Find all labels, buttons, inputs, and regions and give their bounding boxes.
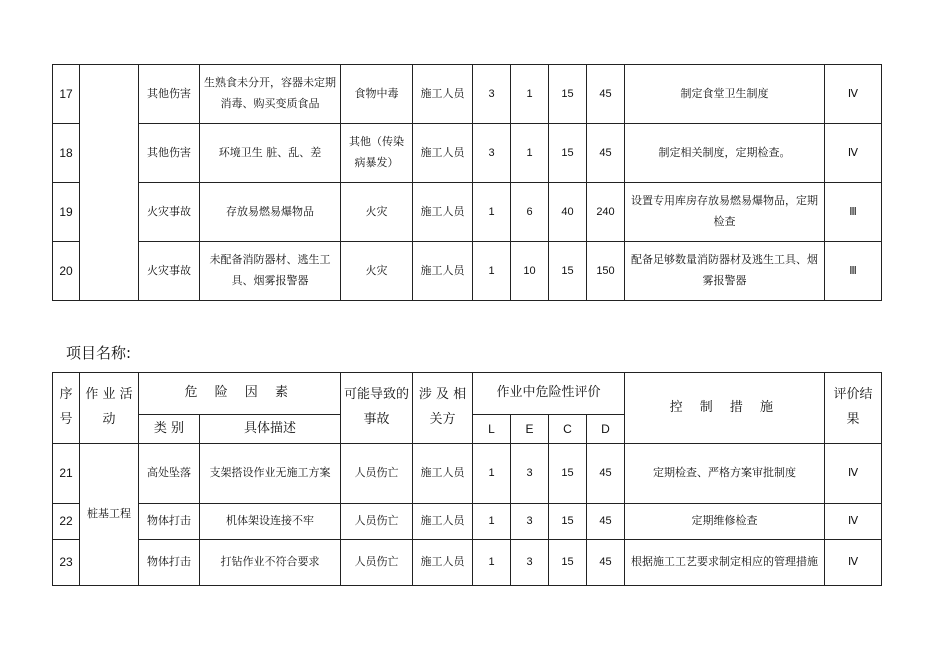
value-d: 45 (587, 65, 625, 124)
value-c: 40 (549, 183, 587, 242)
involved-party: 施工人员 (413, 444, 473, 504)
value-e: 3 (511, 504, 549, 540)
hazard-table (52, 372, 882, 586)
value-d: 150 (587, 242, 625, 301)
header-measure: 控 制 措 施 (625, 373, 825, 444)
value-l: 3 (473, 124, 511, 183)
possible-accident: 火灾 (341, 183, 413, 242)
value-d: 45 (587, 504, 625, 540)
possible-accident: 人员伤亡 (341, 444, 413, 504)
value-l: 1 (473, 242, 511, 301)
evaluation-result: Ⅳ (825, 504, 882, 540)
value-d: 45 (587, 444, 625, 504)
hazard-table-continued (52, 64, 882, 301)
evaluation-result: Ⅲ (825, 183, 882, 242)
evaluation-result: Ⅳ (825, 444, 882, 504)
value-c: 15 (549, 65, 587, 124)
control-measure: 定期检查、严格方案审批制度 (625, 444, 825, 504)
header-activity: 作 业 活 动 (80, 373, 139, 444)
value-l: 1 (473, 540, 511, 586)
row-number: 21 (53, 444, 80, 504)
control-measure: 设置专用库房存放易燃易爆物品，定期检查 (625, 183, 825, 242)
value-l: 1 (473, 504, 511, 540)
hazard-category: 物体打击 (139, 504, 200, 540)
hazard-description: 未配备消防器材、逃生工具、烟雾报警器 (200, 242, 341, 301)
row-number: 19 (53, 183, 80, 242)
table-row (53, 124, 882, 183)
table-row (53, 504, 882, 540)
value-d: 45 (587, 540, 625, 586)
evaluation-result: Ⅳ (825, 540, 882, 586)
table-row (53, 242, 882, 301)
activity-cell: 桩基工程 (80, 444, 139, 586)
value-l: 3 (473, 65, 511, 124)
table-row (53, 183, 882, 242)
evaluation-result: Ⅳ (825, 124, 882, 183)
hazard-category: 高处坠落 (139, 444, 200, 504)
involved-party: 施工人员 (413, 540, 473, 586)
value-e: 1 (511, 124, 549, 183)
header-result: 评价结果 (825, 373, 882, 444)
value-d: 45 (587, 124, 625, 183)
involved-party: 施工人员 (413, 65, 473, 124)
value-e: 1 (511, 65, 549, 124)
control-measure: 根据施工工艺要求制定相应的管理措施 (625, 540, 825, 586)
involved-party: 施工人员 (413, 124, 473, 183)
header-l: L (473, 415, 511, 444)
header-c: C (549, 415, 587, 444)
header-accident: 可能导致的事故 (341, 373, 413, 444)
control-measure: 配备足够数量消防器材及逃生工具、烟雾报警器 (625, 242, 825, 301)
hazard-description: 机体架设连接不牢 (200, 504, 341, 540)
header-hazard: 危 险 因 素 (139, 373, 341, 415)
row-number: 22 (53, 504, 80, 540)
possible-accident: 人员伤亡 (341, 504, 413, 540)
value-c: 15 (549, 504, 587, 540)
row-number: 23 (53, 540, 80, 586)
hazard-category: 物体打击 (139, 540, 200, 586)
row-number: 17 (53, 65, 80, 124)
value-c: 15 (549, 444, 587, 504)
possible-accident: 人员伤亡 (341, 540, 413, 586)
table-row (53, 540, 882, 586)
evaluation-result: Ⅳ (825, 65, 882, 124)
hazard-description: 打钻作业不符合要求 (200, 540, 341, 586)
value-l: 1 (473, 444, 511, 504)
value-l: 1 (473, 183, 511, 242)
hazard-category: 火灾事故 (139, 242, 200, 301)
hazard-category: 其他伤害 (139, 124, 200, 183)
evaluation-result: Ⅲ (825, 242, 882, 301)
control-measure: 定期维修检查 (625, 504, 825, 540)
value-d: 240 (587, 183, 625, 242)
hazard-category: 其他伤害 (139, 65, 200, 124)
involved-party: 施工人员 (413, 242, 473, 301)
row-number: 20 (53, 242, 80, 301)
value-c: 15 (549, 124, 587, 183)
header-party: 涉 及 相关方 (413, 373, 473, 444)
header-e: E (511, 415, 549, 444)
control-measure: 制定食堂卫生制度 (625, 65, 825, 124)
involved-party: 施工人员 (413, 504, 473, 540)
table-row (53, 65, 882, 124)
row-number: 18 (53, 124, 80, 183)
hazard-category: 火灾事故 (139, 183, 200, 242)
header-d: D (587, 415, 625, 444)
hazard-description: 支架搭设作业无施工方案 (200, 444, 341, 504)
table-row (53, 444, 882, 504)
value-e: 6 (511, 183, 549, 242)
value-e: 3 (511, 444, 549, 504)
possible-accident: 其他（传染病暴发） (341, 124, 413, 183)
header-seq: 序号 (53, 373, 80, 444)
possible-accident: 火灾 (341, 242, 413, 301)
involved-party: 施工人员 (413, 183, 473, 242)
value-e: 3 (511, 540, 549, 586)
header-category: 类 别 (139, 415, 200, 444)
project-title: 项目名称: (66, 344, 132, 362)
activity-cell (80, 65, 139, 301)
header-evaluation: 作业中危险性评价 (473, 373, 625, 415)
header-description: 具体描述 (200, 415, 341, 444)
header-row (53, 373, 882, 415)
hazard-description: 存放易燃易爆物品 (200, 183, 341, 242)
control-measure: 制定相关制度，定期检查。 (625, 124, 825, 183)
hazard-description: 生熟食未分开，容器未定期消毒、购买变质食品 (200, 65, 341, 124)
value-c: 15 (549, 242, 587, 301)
value-e: 10 (511, 242, 549, 301)
possible-accident: 食物中毒 (341, 65, 413, 124)
hazard-description: 环境卫生 脏、乱、差 (200, 124, 341, 183)
value-c: 15 (549, 540, 587, 586)
